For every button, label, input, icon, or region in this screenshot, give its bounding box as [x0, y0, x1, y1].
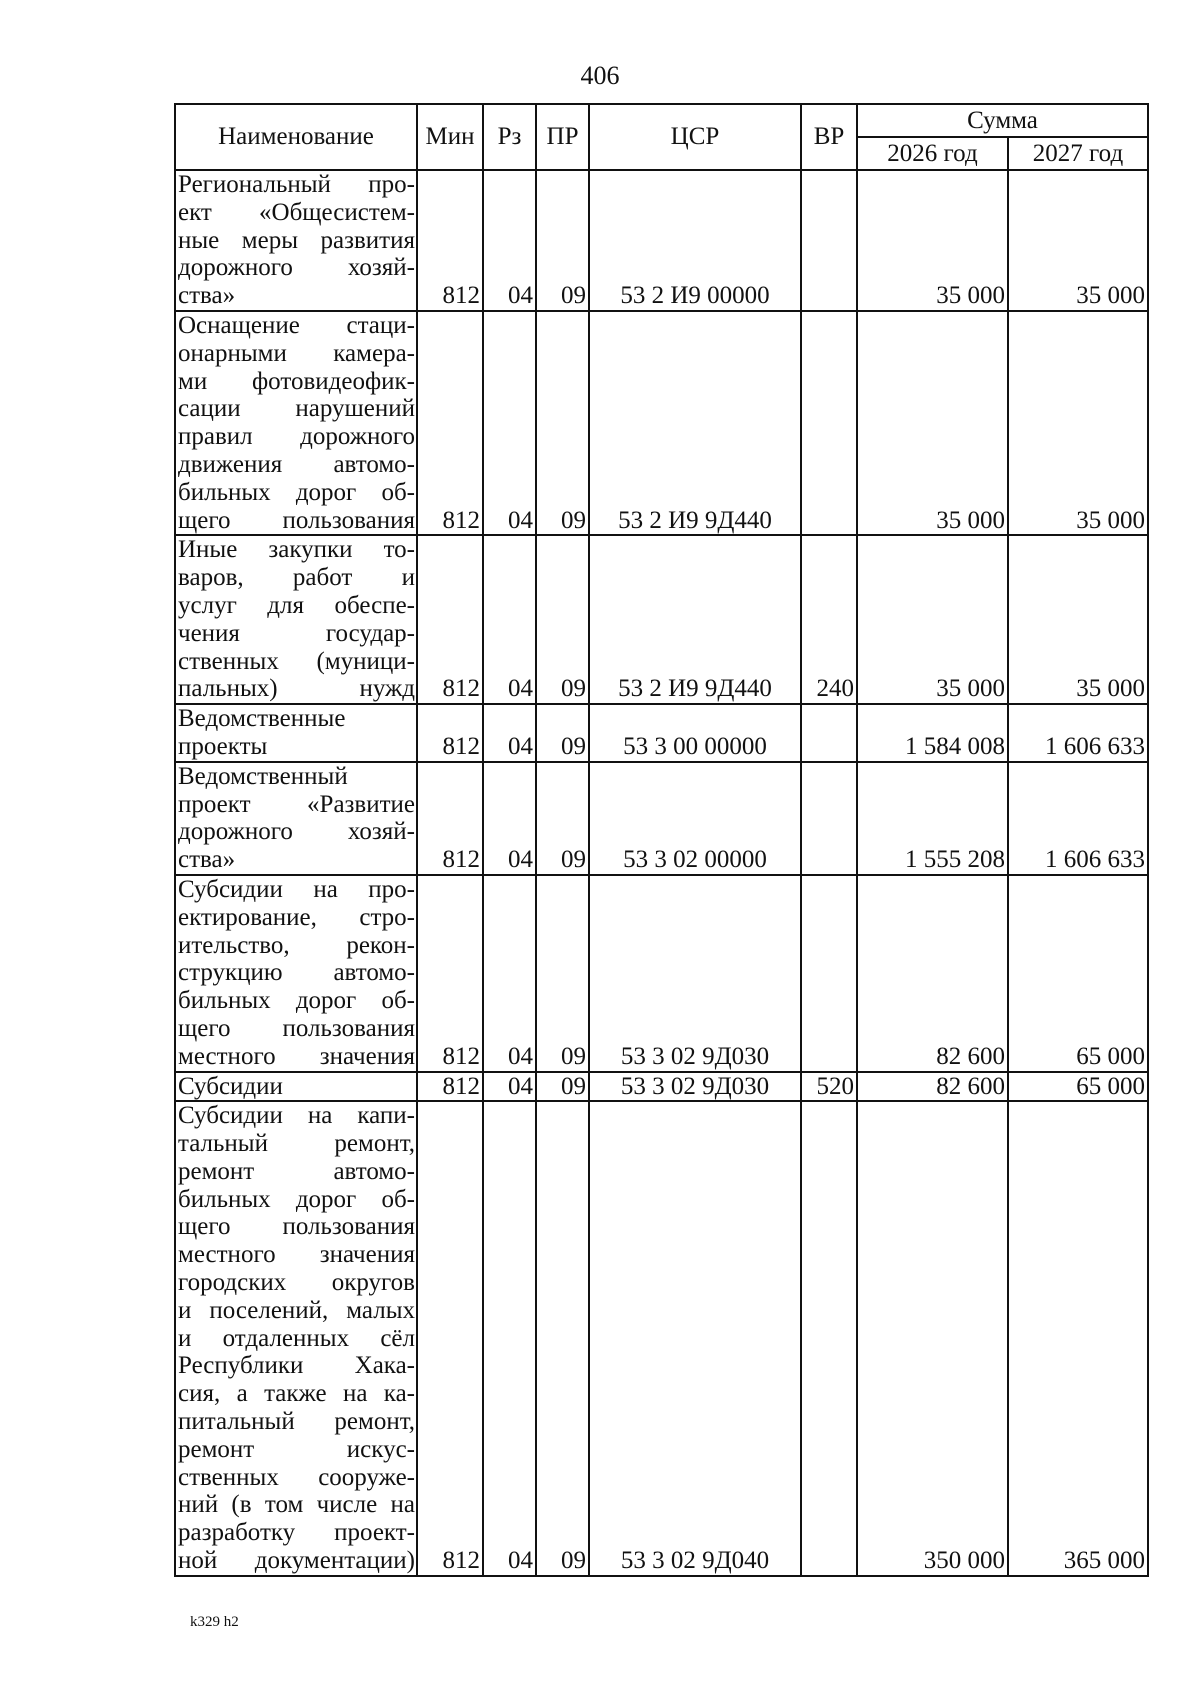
header-name: Наименование: [175, 104, 417, 170]
row-sum-2026: 1 555 208: [857, 762, 1008, 875]
table-row: [175, 535, 1148, 704]
row-csr: 53 3 00 00000: [589, 704, 801, 762]
row-name-line: ственных сооруже-: [178, 1463, 415, 1491]
row-name-line: проект «Развитие: [178, 790, 415, 818]
row-name-line: и поселений, малых: [178, 1296, 415, 1324]
row-name-line: ект «Общесистем-: [178, 198, 415, 226]
row-name: [175, 875, 417, 1072]
row-name-line: бильных дорог об-: [178, 478, 415, 506]
row-pr: 09: [536, 170, 589, 311]
row-name-line: Субсидии: [178, 1072, 283, 1100]
row-name-line: местного значения: [178, 1042, 415, 1070]
row-name-line: движения автомо-: [178, 450, 415, 478]
row-csr: 53 3 02 9Д040: [589, 1101, 801, 1576]
row-name-line: Оснащение стаци-: [178, 311, 415, 339]
row-rz: 04: [483, 704, 536, 762]
header-min: Мин: [417, 104, 483, 170]
footer-code: k329 h2: [190, 1614, 239, 1630]
row-sum-2027: 35 000: [1008, 535, 1148, 704]
row-name-line: бильных дорог об-: [178, 1185, 415, 1213]
row-name-line: Субсидии на капи-: [178, 1102, 415, 1130]
row-name: [175, 1101, 417, 1576]
row-sum-2026: 350 000: [857, 1101, 1008, 1576]
table-row: [175, 762, 1148, 875]
row-csr: 53 2 И9 9Д440: [589, 535, 801, 704]
header-csr: ЦСР: [589, 104, 801, 170]
row-vr: 520: [801, 1072, 857, 1102]
row-name-line: щего пользования: [178, 1014, 415, 1042]
row-sum-2026: 82 600: [857, 1072, 1008, 1102]
header-pr: ПР: [536, 104, 589, 170]
budget-table: [174, 103, 1149, 1577]
header-year-2027: 2027 год: [1008, 137, 1148, 170]
row-name-line: бильных дорог об-: [178, 987, 415, 1015]
row-name-line: ектирование, стро-: [178, 903, 415, 931]
row-name-line: питальный ремонт,: [178, 1408, 415, 1436]
row-name-line: ми фотовидеофик-: [178, 367, 415, 395]
row-sum-2026: 82 600: [857, 875, 1008, 1072]
row-pr: 09: [536, 1101, 589, 1576]
row-name-line: щего пользования: [178, 506, 415, 534]
row-sum-2027: 35 000: [1008, 170, 1148, 311]
row-name-line: ства»: [178, 846, 236, 874]
row-min: 812: [417, 170, 483, 311]
row-sum-2026: 35 000: [857, 535, 1008, 704]
table-header: [175, 104, 1148, 170]
row-rz: 04: [483, 535, 536, 704]
row-pr: 09: [536, 535, 589, 704]
row-vr: [801, 704, 857, 762]
row-min: 812: [417, 875, 483, 1072]
row-name-line: Региональный про-: [178, 171, 415, 198]
row-name: [175, 535, 417, 704]
row-csr: 53 3 02 00000: [589, 762, 801, 875]
header-sum: Сумма: [857, 104, 1148, 137]
row-name-line: Ведомственные: [178, 705, 346, 733]
row-pr: 09: [536, 875, 589, 1072]
row-sum-2027: 365 000: [1008, 1101, 1148, 1576]
row-name: [175, 311, 417, 535]
row-name-line: ний (в том числе на: [178, 1491, 415, 1519]
row-name-line: правил дорожного: [178, 423, 415, 451]
row-name-line: Субсидии на про-: [178, 875, 415, 903]
row-vr: [801, 1101, 857, 1576]
row-name-line: городских округов: [178, 1269, 415, 1297]
row-name-line: онарными камера-: [178, 339, 415, 367]
row-name-line: сации нарушений: [178, 395, 415, 423]
row-name-line: ительство, рекон-: [178, 931, 415, 959]
row-sum-2026: 1 584 008: [857, 704, 1008, 762]
row-name-line: щего пользования: [178, 1213, 415, 1241]
row-name-line: пальных) нужд: [178, 675, 415, 703]
row-name: [175, 1072, 417, 1102]
row-pr: 09: [536, 1072, 589, 1102]
row-pr: 09: [536, 311, 589, 535]
row-rz: 04: [483, 1101, 536, 1576]
row-name-line: сия, а также на ка-: [178, 1380, 415, 1408]
row-name-line: ства»: [178, 282, 236, 310]
row-rz: 04: [483, 170, 536, 311]
row-vr: [801, 170, 857, 311]
row-name-line: Республики Хака-: [178, 1352, 415, 1380]
row-rz: 04: [483, 875, 536, 1072]
row-name-line: ственных (муници-: [178, 647, 415, 675]
row-name-line: разработку проект-: [178, 1519, 415, 1547]
row-min: 812: [417, 1101, 483, 1576]
table-row: [175, 170, 1148, 311]
row-sum-2027: 1 606 633: [1008, 762, 1148, 875]
row-name-line: местного значения: [178, 1241, 415, 1269]
row-sum-2027: 65 000: [1008, 875, 1148, 1072]
row-name-line: тальный ремонт,: [178, 1130, 415, 1158]
row-pr: 09: [536, 704, 589, 762]
row-rz: 04: [483, 311, 536, 535]
row-rz: 04: [483, 762, 536, 875]
header-year-2026: 2026 год: [857, 137, 1008, 170]
row-name: [175, 704, 417, 762]
row-name: [175, 170, 417, 311]
row-min: 812: [417, 704, 483, 762]
table-row: [175, 704, 1148, 762]
table-row: [175, 1101, 1148, 1576]
row-rz: 04: [483, 1072, 536, 1102]
table-body: [175, 170, 1148, 1576]
row-name: [175, 762, 417, 875]
row-name-line: проекты: [178, 732, 268, 760]
header-rz: Рз: [483, 104, 536, 170]
table-row: [175, 875, 1148, 1072]
row-sum-2027: 1 606 633: [1008, 704, 1148, 762]
row-name-line: ремонт искус-: [178, 1435, 415, 1463]
table-row: [175, 311, 1148, 535]
row-min: 812: [417, 311, 483, 535]
row-name-line: варов, работ и: [178, 564, 415, 592]
page-number: 406: [580, 61, 620, 90]
table-row: [175, 1072, 1148, 1102]
row-pr: 09: [536, 762, 589, 875]
row-name-line: чения государ-: [178, 619, 415, 647]
row-name-line: дорожного хозяй-: [178, 254, 415, 282]
row-vr: [801, 875, 857, 1072]
row-name-line: ной документации): [178, 1547, 415, 1575]
row-name-line: Ведомственный: [178, 762, 348, 790]
row-sum-2027: 35 000: [1008, 311, 1148, 535]
row-min: 812: [417, 1072, 483, 1102]
row-csr: 53 3 02 9Д030: [589, 1072, 801, 1102]
row-name-line: и отдаленных сёл: [178, 1324, 415, 1352]
header-vr: ВР: [801, 104, 857, 170]
row-vr: 240: [801, 535, 857, 704]
row-csr: 53 2 И9 9Д440: [589, 311, 801, 535]
row-name-line: ные меры развития: [178, 226, 415, 254]
row-csr: 53 2 И9 00000: [589, 170, 801, 311]
row-min: 812: [417, 762, 483, 875]
row-csr: 53 3 02 9Д030: [589, 875, 801, 1072]
row-name-line: услуг для обеспе-: [178, 591, 415, 619]
row-name-line: ремонт автомо-: [178, 1157, 415, 1185]
row-sum-2026: 35 000: [857, 311, 1008, 535]
row-name-line: струкцию автомо-: [178, 959, 415, 987]
row-min: 812: [417, 535, 483, 704]
row-sum-2027: 65 000: [1008, 1072, 1148, 1102]
row-name-line: дорожного хозяй-: [178, 818, 415, 846]
row-sum-2026: 35 000: [857, 170, 1008, 311]
row-vr: [801, 762, 857, 875]
row-vr: [801, 311, 857, 535]
row-name-line: Иные закупки то-: [178, 536, 415, 564]
